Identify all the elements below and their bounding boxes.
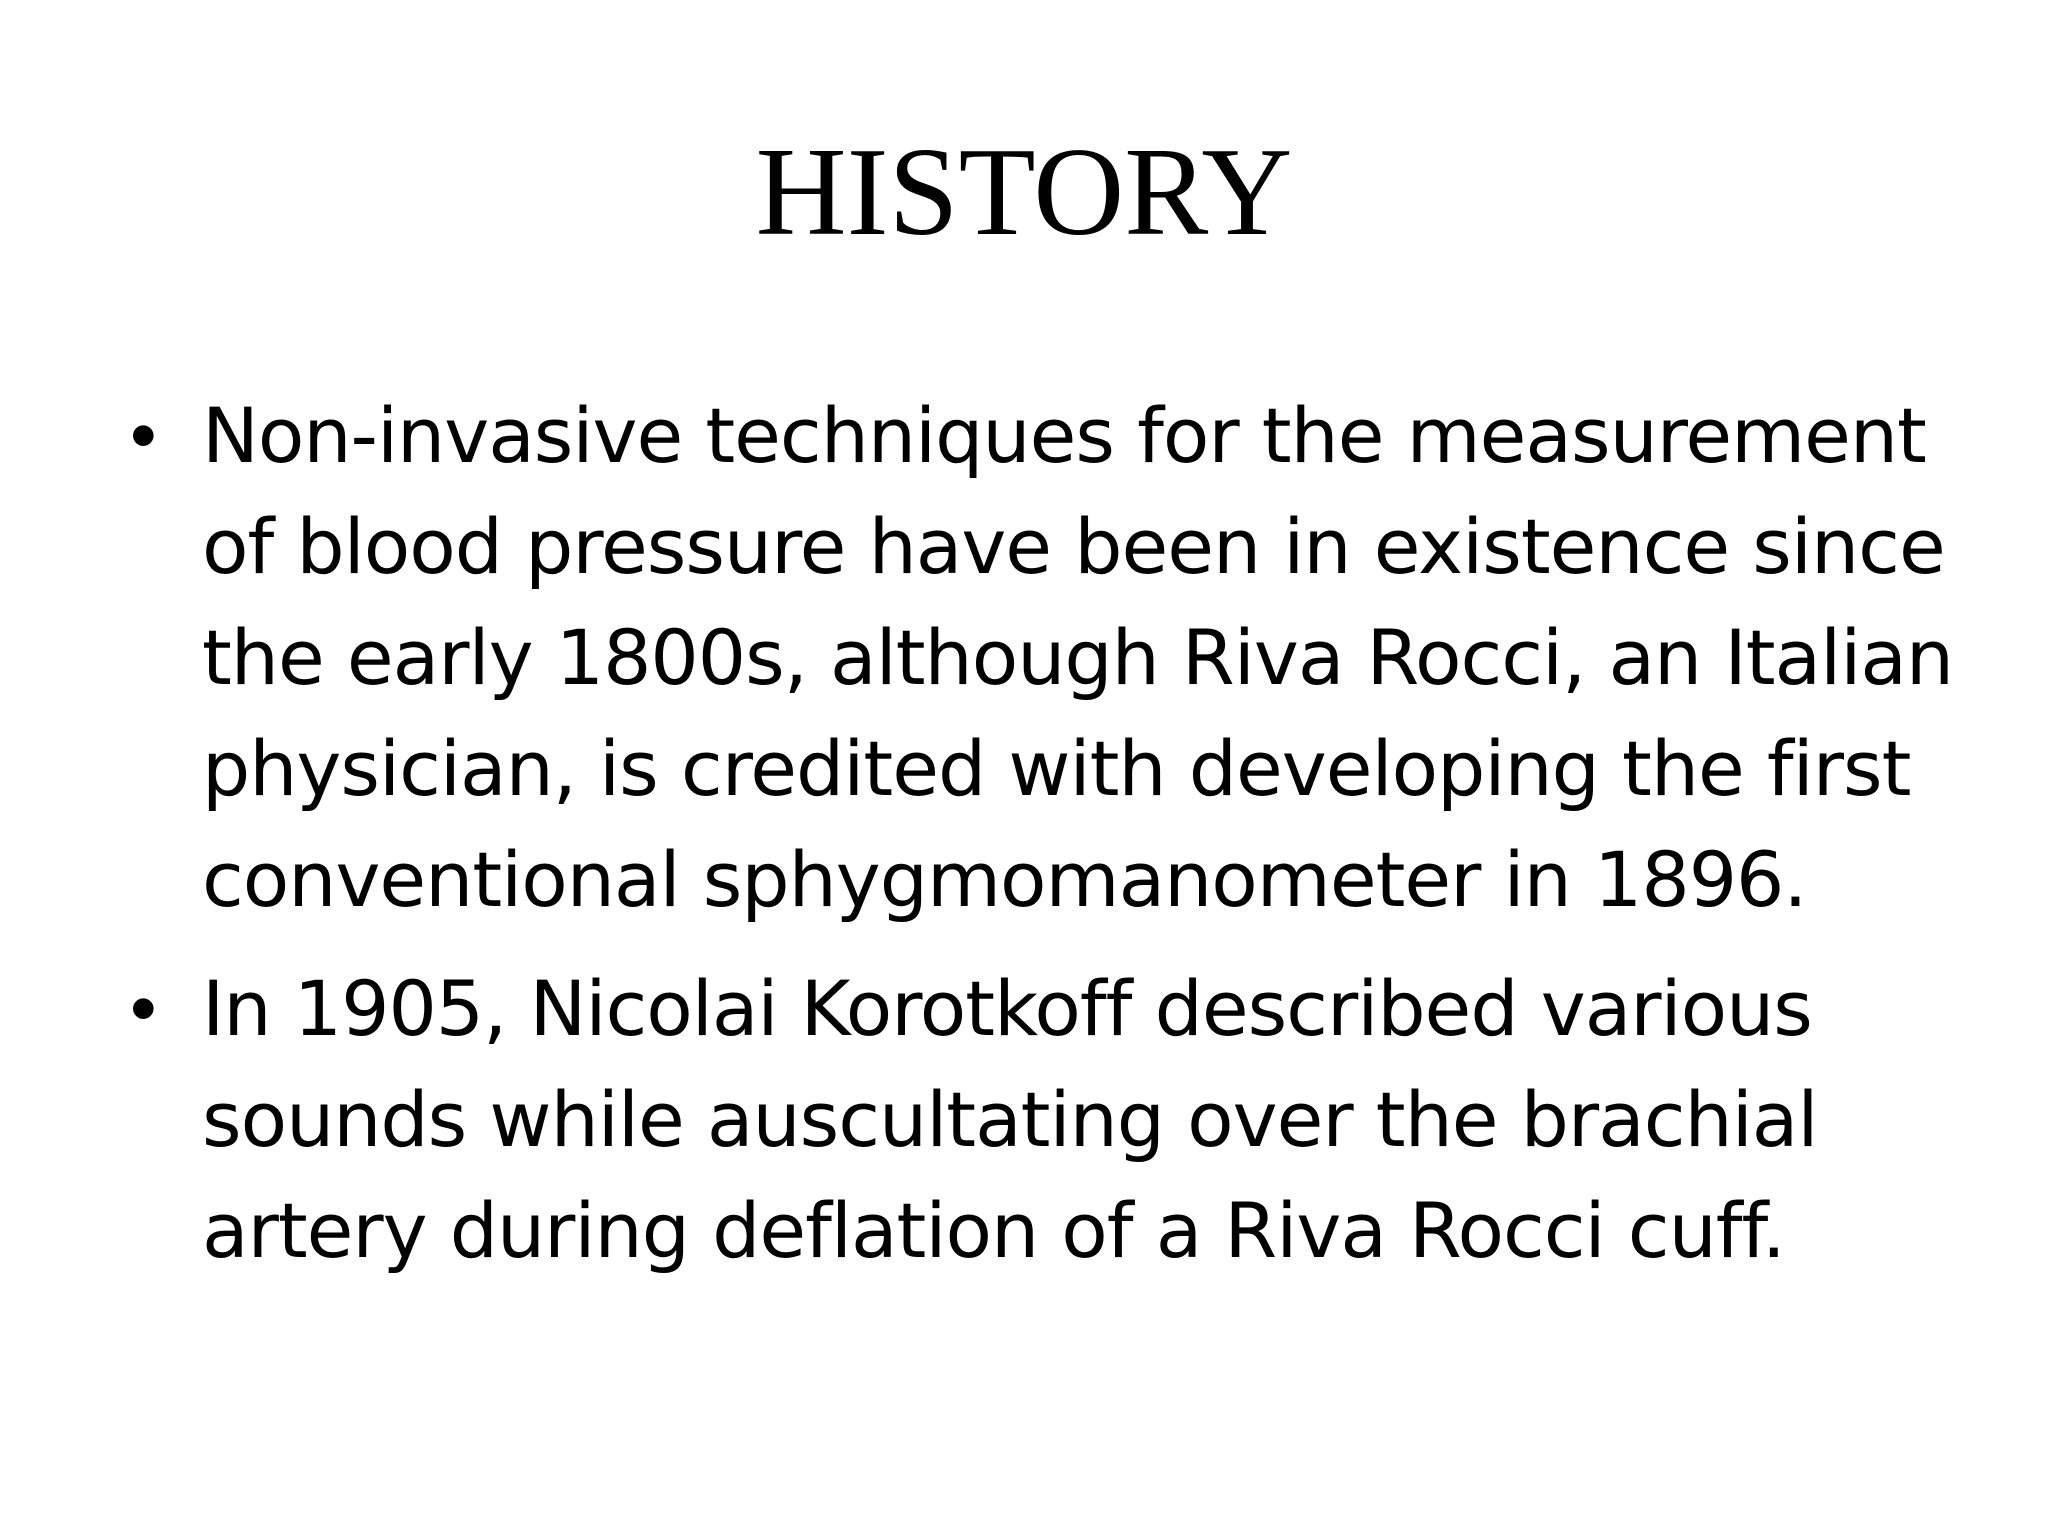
bullet-text-line: sounds while auscultating over the brachial: [202, 1075, 1818, 1164]
bullet-text-line: physician, is credited with developing the first: [202, 724, 1911, 813]
bullet-text-line: artery during deflation of a Riva Rocci cuff.: [202, 1186, 1785, 1275]
bullet-item-korotkoff-1905: [120, 953, 1960, 1286]
bullet-text-line: of blood pressure have been in existence since: [202, 502, 1945, 591]
bullet-text-line: the early 1800s, although Riva Rocci, an Italian: [202, 613, 1954, 702]
slide-title: HISTORY: [755, 123, 1293, 262]
bullet-list: [120, 380, 1960, 1304]
bullet-text-line: Non-invasive techniques for the measurement: [202, 391, 1926, 480]
bullet-text-line: conventional sphygmomanometer in 1896.: [202, 835, 1807, 924]
bullet-item-history-1800s: [120, 380, 1960, 935]
bullet-icon: •: [130, 966, 156, 1051]
bullet-icon: •: [130, 393, 156, 478]
bullet-text-line: In 1905, Nicolai Korotkoff described various: [202, 964, 1812, 1053]
